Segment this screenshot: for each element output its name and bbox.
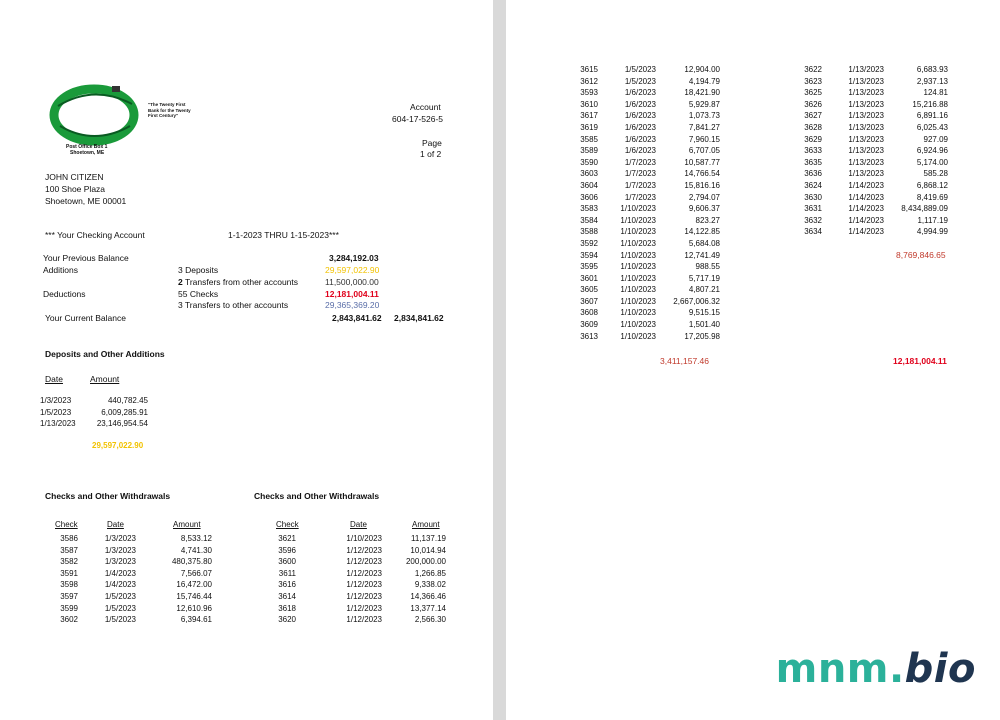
table-row — [796, 226, 948, 238]
deposits-label: 3 Deposits — [178, 265, 219, 275]
check-cell: 3591 — [60, 568, 78, 578]
check-cell: 3596 — [278, 545, 296, 555]
transfers-to-value: 29,365,369.20 — [325, 300, 380, 310]
check-cell: 3597 — [60, 591, 78, 601]
check-cell: 3604 — [580, 180, 598, 190]
date-cell: 1/3/2023 — [40, 396, 72, 405]
amount-cell: 6,683.93 — [916, 65, 948, 74]
customer-name: JOHN CITIZEN — [45, 172, 104, 182]
table-row — [572, 284, 720, 296]
date-cell: 1/13/2023 — [848, 76, 884, 86]
date-cell: 1/14/2023 — [848, 192, 884, 202]
date-cell: 1/13/2023 — [40, 419, 76, 429]
amount-cell: 585.28 — [923, 169, 948, 179]
customer-city: Shoetown, ME 00001 — [45, 196, 127, 206]
amount-cell: 15,216.88 — [912, 99, 948, 109]
amount-cell: 1,266.85 — [414, 568, 446, 578]
table-row — [52, 533, 212, 545]
check-cell: 3592 — [580, 238, 598, 248]
date-cell: 1/10/2023 — [620, 285, 656, 295]
check-cell: 3617 — [580, 111, 598, 121]
check-cell: 3635 — [804, 157, 822, 167]
page-value: 1 of 2 — [420, 149, 442, 159]
table-row — [52, 603, 212, 615]
date-cell: 1/3/2023 — [104, 545, 136, 555]
deposits-value: 29,597,022.90 — [325, 265, 380, 275]
table-row — [572, 307, 720, 319]
check-cell: 3614 — [278, 591, 296, 601]
check-cell: 3611 — [278, 568, 296, 578]
amount-cell: 14,122.85 — [684, 227, 720, 237]
table-row — [572, 319, 720, 331]
amount-cell: 6,394.61 — [180, 615, 212, 625]
page2-left-total: 3,411,157.46 — [660, 356, 709, 366]
table-row — [572, 99, 720, 111]
amount-cell: 9,515.15 — [688, 308, 720, 318]
check-cell: 3605 — [580, 285, 598, 295]
table-row — [52, 591, 212, 603]
current-balance-label: Your Current Balance — [45, 313, 126, 323]
table-row — [572, 250, 720, 262]
table-row — [270, 545, 446, 557]
date-cell: 1/10/2023 — [620, 204, 656, 214]
watermark-part2: bio — [904, 646, 976, 692]
amount-cell: 12,610.96 — [176, 603, 212, 613]
check-header: Check — [55, 520, 78, 529]
check-cell: 3628 — [804, 122, 822, 132]
check-cell: 3623 — [804, 76, 822, 86]
table-row — [270, 579, 446, 591]
check-cell: 3626 — [804, 99, 822, 109]
table-row — [270, 556, 446, 568]
deposits-total: 29,597,022.90 — [92, 441, 144, 450]
date-cell: 1/5/2023 — [40, 407, 72, 417]
check-cell: 3608 — [580, 308, 598, 318]
amount-cell: 8,419.69 — [916, 192, 948, 202]
amount-cell: 7,841.27 — [688, 122, 720, 132]
amount-cell: 6,025.43 — [916, 122, 948, 132]
amount-cell: 14,366.46 — [410, 591, 446, 601]
date-cell: 1/13/2023 — [848, 88, 884, 98]
deposits-amount-header: Amount — [90, 374, 120, 384]
amount-cell: 6,707.05 — [688, 146, 720, 156]
check-cell: 3607 — [580, 296, 598, 306]
check-cell: 3595 — [580, 262, 598, 272]
amount-cell: 5,174.00 — [916, 157, 948, 167]
table-row — [572, 122, 720, 134]
date-cell: 1/13/2023 — [848, 169, 884, 179]
amount-cell: 823.27 — [695, 215, 720, 225]
date-cell: 1/10/2023 — [620, 296, 656, 306]
table-row — [572, 168, 720, 180]
date-cell: 1/10/2023 — [620, 227, 656, 237]
amount-cell: 14,766.54 — [684, 169, 720, 179]
watermark-logo — [776, 646, 976, 692]
check-cell: 3599 — [60, 603, 78, 613]
amount-cell: 8,434,889.09 — [901, 204, 948, 214]
check-cell: 3590 — [580, 157, 598, 167]
checks-total-value: 12,181,004.11 — [325, 289, 379, 299]
date-cell: 1/13/2023 — [848, 111, 884, 121]
check-cell: 3631 — [804, 204, 822, 214]
date-cell: 1/5/2023 — [624, 76, 656, 86]
amount-cell: 11,137.19 — [411, 534, 446, 543]
table-row — [572, 76, 720, 88]
table-row — [270, 568, 446, 580]
check-cell: 3598 — [60, 580, 78, 590]
table-row — [796, 215, 948, 227]
page2-grand-total: 12,181,004.11 — [893, 356, 947, 366]
check-cell: 3622 — [804, 65, 822, 74]
date-cell: 1/7/2023 — [624, 157, 656, 167]
date-cell: 1/10/2023 — [620, 273, 656, 283]
checks-table-page2-right — [796, 64, 948, 238]
check-cell: 3609 — [580, 320, 598, 330]
table-row — [572, 238, 720, 250]
bank-logo — [44, 82, 202, 160]
date-cell: 1/6/2023 — [624, 122, 656, 132]
table-row — [796, 145, 948, 157]
table-row — [270, 533, 446, 545]
checks-left-headers — [55, 520, 201, 529]
deposits-date-header: Date — [45, 374, 63, 384]
date-cell: 1/3/2023 — [104, 557, 136, 567]
transfers-from-label: Transfers from other accounts — [184, 277, 299, 287]
amount-cell: 5,717.19 — [688, 273, 720, 283]
table-row — [572, 261, 720, 273]
amount-cell: 9,338.02 — [414, 580, 446, 590]
date-cell: 1/12/2023 — [346, 580, 382, 590]
table-row — [796, 203, 948, 215]
amount-cell: 4,807.21 — [688, 285, 720, 295]
date-cell: 1/5/2023 — [104, 591, 136, 601]
check-cell: 3633 — [804, 146, 822, 156]
check-cell: 3630 — [804, 192, 822, 202]
amount-cell: 2,937.13 — [916, 76, 948, 86]
date-cell: 1/10/2023 — [620, 320, 656, 330]
amount-cell: 200,000.00 — [405, 557, 446, 567]
table-row — [52, 545, 212, 557]
table-row — [572, 203, 720, 215]
statement-period: 1-1-2023 THRU 1-15-2023*** — [228, 230, 339, 240]
amount-cell: 4,741.30 — [180, 545, 212, 555]
date-cell: 1/13/2023 — [848, 99, 884, 109]
date-cell: 1/6/2023 — [624, 99, 656, 109]
transfers-to-label: 3 Transfers to other accounts — [178, 300, 289, 310]
date-cell: 1/12/2023 — [346, 568, 382, 578]
check-cell: 3603 — [580, 169, 598, 179]
date-cell: 1/12/2023 — [346, 591, 382, 601]
date-cell: 1/13/2023 — [848, 65, 884, 74]
date-cell: 1/5/2023 — [104, 603, 136, 613]
amount-cell: 440,782.45 — [107, 396, 148, 405]
check-cell: 3610 — [580, 99, 598, 109]
date-header: Date — [107, 520, 124, 529]
deposits-table — [40, 395, 148, 430]
check-cell: 3627 — [804, 111, 822, 121]
date-cell: 1/10/2023 — [346, 534, 382, 543]
page-label: Page — [422, 138, 442, 148]
check-cell: 3584 — [580, 215, 598, 225]
transfers-from-value: 11,500,000.00 — [325, 277, 379, 287]
amount-cell: 2,667,006.32 — [673, 296, 720, 306]
table-row — [796, 157, 948, 169]
check-cell: 3616 — [278, 580, 296, 590]
check-cell: 3589 — [580, 146, 598, 156]
date-cell: 1/6/2023 — [624, 146, 656, 156]
date-cell: 1/10/2023 — [620, 215, 656, 225]
table-row — [572, 145, 720, 157]
table-row — [572, 64, 720, 76]
page2-right-total: 8,769,846.65 — [896, 250, 946, 260]
table-row — [572, 157, 720, 169]
table-row — [270, 614, 446, 626]
check-cell: 3585 — [580, 134, 598, 144]
check-cell: 3634 — [804, 227, 822, 237]
current-balance-value-1: 2,843,841.62 — [332, 313, 382, 323]
table-row — [40, 407, 148, 419]
amount-cell: 17,205.98 — [684, 331, 720, 341]
date-cell: 1/7/2023 — [624, 169, 656, 179]
table-row — [572, 192, 720, 204]
watermark-part1: mnm. — [775, 646, 905, 692]
bank-address-2: Shoetown, ME — [70, 150, 105, 156]
table-row — [52, 556, 212, 568]
check-cell: 3586 — [60, 534, 78, 543]
amount-cell: 927.09 — [923, 134, 948, 144]
amount-header: Amount — [173, 520, 201, 529]
date-cell: 1/4/2023 — [104, 568, 136, 578]
date-cell: 1/10/2023 — [620, 238, 656, 248]
amount-cell: 6,868.12 — [916, 180, 948, 190]
date-cell: 1/13/2023 — [848, 122, 884, 132]
amount-cell: 988.55 — [695, 262, 720, 272]
amount-cell: 5,929.87 — [688, 99, 720, 109]
amount-header: Amount — [412, 520, 440, 529]
checks-table-mid — [270, 533, 446, 626]
date-cell: 1/14/2023 — [848, 204, 884, 214]
table-row — [796, 134, 948, 146]
date-cell: 1/5/2023 — [624, 65, 656, 74]
table-row — [572, 215, 720, 227]
table-row — [796, 87, 948, 99]
amount-cell: 2,794.07 — [688, 192, 720, 202]
date-cell: 1/7/2023 — [624, 192, 656, 202]
checks-mid-headers — [276, 520, 440, 529]
amount-cell: 1,501.40 — [688, 320, 720, 330]
check-cell: 3601 — [580, 273, 598, 283]
amount-cell: 5,684.08 — [688, 238, 720, 248]
transfers-from-count: 2 — [178, 277, 183, 287]
date-cell: 1/12/2023 — [346, 545, 382, 555]
table-row — [572, 226, 720, 238]
amount-cell: 4,194.79 — [688, 76, 720, 86]
amount-cell: 13,377.14 — [410, 603, 446, 613]
date-cell: 1/5/2023 — [104, 615, 136, 625]
date-cell: 1/12/2023 — [346, 603, 382, 613]
amount-cell: 480,375.80 — [171, 557, 212, 567]
date-cell: 1/12/2023 — [346, 615, 382, 625]
amount-cell: 9,606.37 — [688, 204, 720, 214]
date-cell: 1/10/2023 — [620, 250, 656, 260]
date-cell: 1/6/2023 — [624, 88, 656, 98]
date-cell: 1/6/2023 — [624, 111, 656, 121]
table-row — [52, 568, 212, 580]
amount-cell: 6,924.96 — [916, 146, 948, 156]
amount-cell: 124.81 — [923, 88, 948, 98]
table-row — [572, 87, 720, 99]
check-cell: 3606 — [580, 192, 598, 202]
amount-cell: 4,994.99 — [916, 227, 948, 237]
checks-section-title-right: Checks and Other Withdrawals — [254, 491, 380, 501]
check-cell: 3587 — [60, 545, 78, 555]
amount-cell: 15,746.44 — [176, 591, 212, 601]
deductions-label: Deductions — [43, 289, 86, 299]
check-header: Check — [276, 520, 299, 529]
table-row — [52, 579, 212, 591]
table-row — [572, 110, 720, 122]
amount-cell: 6,009,285.91 — [101, 407, 148, 417]
table-row — [572, 296, 720, 308]
check-cell: 3594 — [580, 250, 598, 260]
date-cell: 1/13/2023 — [848, 157, 884, 167]
check-cell: 3632 — [804, 215, 822, 225]
checks-count-label: 55 Checks — [178, 289, 219, 299]
amount-cell: 1,073.73 — [688, 111, 720, 121]
table-row — [270, 591, 446, 603]
deposits-section-title: Deposits and Other Additions — [45, 349, 165, 359]
account-label: Account — [410, 102, 441, 112]
date-cell: 1/7/2023 — [624, 180, 656, 190]
check-cell: 3588 — [580, 227, 598, 237]
table-row — [572, 273, 720, 285]
date-cell: 1/10/2023 — [620, 308, 656, 318]
amount-cell: 7,566.07 — [180, 568, 212, 578]
check-cell: 3620 — [278, 615, 296, 625]
date-cell: 1/6/2023 — [624, 134, 656, 144]
date-cell: 1/14/2023 — [848, 227, 884, 237]
table-row — [796, 122, 948, 134]
bank-tagline: "The Twenty First Bank for the Twenty First Century" — [148, 102, 191, 118]
check-cell: 3624 — [804, 180, 822, 190]
amount-cell: 6,891.16 — [916, 111, 948, 121]
check-cell: 3619 — [580, 122, 598, 132]
date-cell: 1/14/2023 — [848, 180, 884, 190]
date-cell: 1/3/2023 — [104, 534, 136, 543]
amount-cell: 15,816.16 — [684, 180, 720, 190]
statement-page-1 — [0, 0, 493, 720]
table-row — [796, 110, 948, 122]
checks-table-page2-left — [572, 64, 720, 342]
additions-label: Additions — [43, 265, 78, 275]
amount-cell: 16,472.00 — [176, 580, 212, 590]
amount-cell: 12,904.00 — [684, 65, 720, 74]
check-cell: 3583 — [580, 204, 598, 214]
table-row — [572, 331, 720, 343]
check-cell: 3600 — [278, 557, 296, 567]
amount-cell: 2,566.30 — [414, 615, 446, 625]
amount-cell: 10,587.77 — [684, 157, 720, 167]
amount-cell: 18,421.90 — [684, 88, 720, 98]
checks-table-left — [52, 533, 212, 626]
check-cell: 3612 — [580, 76, 598, 86]
table-row — [572, 134, 720, 146]
table-row — [572, 180, 720, 192]
table-row — [796, 99, 948, 111]
previous-balance-label: Your Previous Balance — [43, 253, 129, 263]
bank-seal-icon — [44, 82, 154, 148]
date-header: Date — [350, 520, 367, 529]
table-row — [40, 418, 148, 430]
current-balance-value-2: 2,834,841.62 — [394, 313, 444, 323]
check-cell: 3615 — [580, 65, 598, 74]
previous-balance-value: 3,284,192.03 — [329, 253, 379, 263]
table-row — [40, 395, 148, 407]
date-cell: 1/10/2023 — [620, 262, 656, 272]
check-cell: 3625 — [804, 88, 822, 98]
amount-cell: 12,741.49 — [684, 250, 720, 260]
bank-address-1: Post Office Box 1 — [66, 144, 108, 150]
table-row — [796, 76, 948, 88]
check-cell: 3602 — [60, 615, 78, 625]
checks-section-title-left: Checks and Other Withdrawals — [45, 491, 171, 501]
table-row — [796, 64, 948, 76]
table-row — [52, 614, 212, 626]
date-cell: 1/10/2023 — [620, 331, 656, 341]
transfers-from-line — [178, 277, 298, 287]
statement-page-2 — [506, 0, 1000, 720]
date-cell: 1/13/2023 — [848, 134, 884, 144]
date-cell: 1/12/2023 — [346, 557, 382, 567]
date-cell: 1/4/2023 — [104, 580, 136, 590]
date-cell: 1/14/2023 — [848, 215, 884, 225]
customer-street: 100 Shoe Plaza — [45, 184, 106, 194]
amount-cell: 8,533.12 — [180, 534, 212, 543]
check-cell: 3613 — [580, 331, 598, 341]
table-row — [796, 192, 948, 204]
amount-cell: 1,117.19 — [917, 215, 948, 225]
amount-cell: 23,146,954.54 — [96, 419, 148, 429]
amount-cell: 10,014.94 — [410, 545, 446, 555]
table-row — [270, 603, 446, 615]
table-row — [796, 180, 948, 192]
check-cell: 3621 — [278, 534, 296, 543]
check-cell: 3593 — [580, 88, 598, 98]
account-title: *** Your Checking Account — [45, 230, 145, 240]
table-row — [796, 168, 948, 180]
check-cell: 3618 — [278, 603, 296, 613]
amount-cell: 7,960.15 — [688, 134, 720, 144]
account-number: 604-17-526-5 — [392, 114, 444, 124]
check-cell: 3629 — [804, 134, 822, 144]
check-cell: 3636 — [804, 169, 822, 179]
check-cell: 3582 — [60, 557, 78, 567]
date-cell: 1/13/2023 — [848, 146, 884, 156]
